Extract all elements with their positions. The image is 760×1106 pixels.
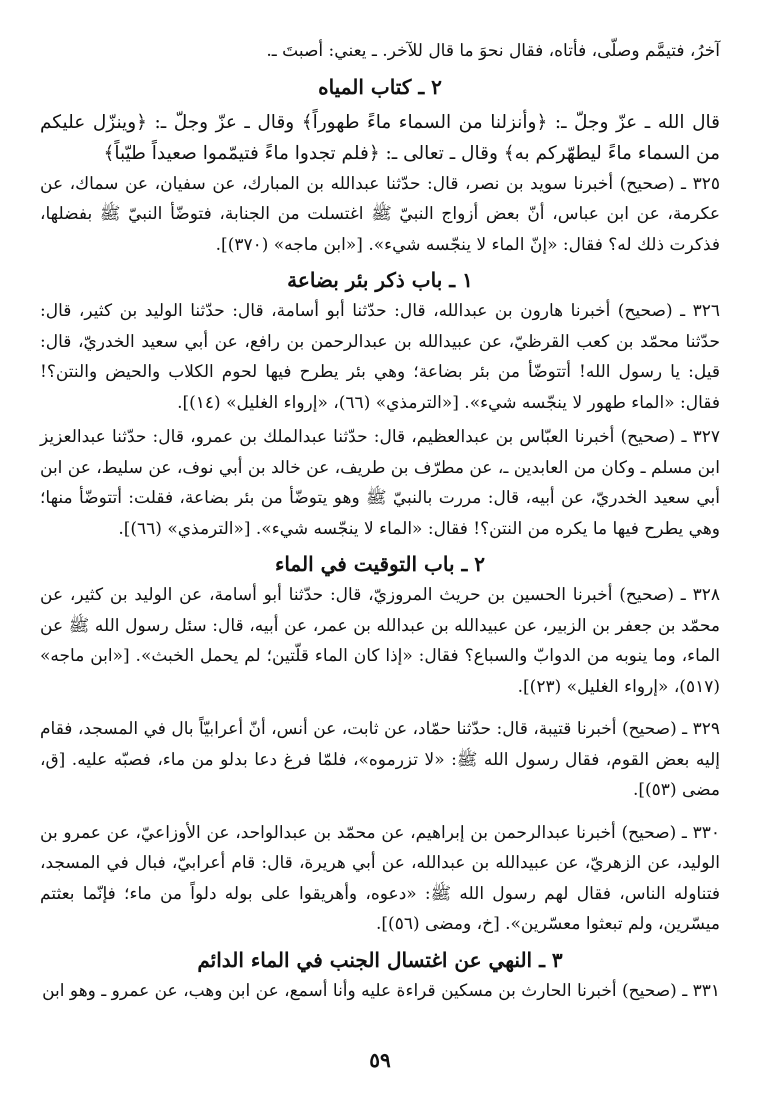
chapter-heading-1: ١ ـ باب ذكر بئر بضاعة (287, 268, 473, 292)
hadith-326: ٣٢٦ ـ (صحيح) أخبرنا هارون بن عبدالله، قال: حدّثنا أبو أسامة، قال: حدّثنا الوليد بن كثير، قال: حدّثنا محمّد بن كعب القرظيّ، عن عبيدالله بن عبدالرحمن بن رافع، عن أبي سعيد الخدريّ، قال: قيل: يا رسول الله! أتتوضّأ من بئر بضاعة؛ وهي بئر يطرح فيها لحوم الكلاب والحيض والنتن؟! فقال: «الماء طهور لا ينجّسه شيء». [«الترمذي» (٦٦)، «إرواء الغليل» (١٤)]. (40, 301, 720, 413)
hadith-327: ٣٢٧ ـ (صحيح) أخبرنا العبّاس بن عبدالعظيم، قال: حدّثنا عبدالملك بن عمرو، قال: حدّثنا عبدالعزيز ابن مسلم ـ وكان من العابدين ـ، عن مطرّف بن طريف، عن خالد بن أبي نوف، عن سليط، عن ابن أبي سعيد الخدريّ، عن أبيه، قال: مررت بالنبيّ ﷺ وهو يتوضّأ من بئر بضاعة، فقلت: أتتوضّأ منها؛ وهي يطرح فيها ما يكره من النتن؟! فقال: «الماء لا ينجّسه شيء». [«الترمذي» (٦٦)]. (40, 427, 720, 539)
continuation-text: آخرُ، فتيمَّم وصلّى، فأتاه، فقال نحوَ ما قال للآخر. ـ يعني: أصبتَ ـ. (266, 41, 720, 61)
quran-verses-intro: قال الله ـ عزّ وجلّ ـ: ﴿وأنزلنا من السماء ماءً طهوراً﴾ وقال ـ عزّ وجلّ ـ: ﴿وينزّل عليكم من السماء ماءً ليطهّركم به﴾ وقال ـ تعالى ـ: ﴿فلم تجدوا ماءً فتيمّموا صعيداً طيّباً﴾ (40, 111, 720, 164)
chapter-heading-3: ٣ ـ النهي عن اغتسال الجنب في الماء الدائم (197, 947, 563, 972)
page-number: ٥٩ (369, 1048, 391, 1072)
hadith-328: ٣٢٨ ـ (صحيح) أخبرنا الحسين بن حريث المروزيّ، قال: حدّثنا أبو أسامة، عن الوليد بن كثير، عن محمّد بن جعفر بن الزبير، عن عبيدالله بن عبدالله بن عمر، عن أبيه، قال: سئل رسول الله ﷺ عن الماء، وما ينوبه من الدوابّ والسباع؟ فقال: «إذا كان الماء قلّتين؛ لم يحمل الخبث». [«ابن ماجه» (٥١٧)، «إرواء الغليل» (٢٣)]. (40, 585, 721, 697)
hadith-329: ٣٢٩ ـ (صحيح) أخبرنا قتيبة، قال: حدّثنا حمّاد، عن ثابت، عن أنس، أنّ أعرابيّاً بال في المسجد، فقام إليه بعض القوم، فقال رسول الله ﷺ: «لا تزرموه»، فلمّا فرغ دعا بدلو من ماء، فصبّه عليه. [ق، مضى (٥٣)]. (40, 719, 720, 800)
hadith-330: ٣٣٠ ـ (صحيح) أخبرنا عبدالرحمن بن إبراهيم، عن محمّد بن عبدالواحد، عن الأوزاعيّ، عن عمرو بن الوليد، عن الزهريّ، عن عبيدالله بن عبدالله، عن أبي هريرة، قال: قام أعرابيّ، فبال في المسجد، فتناوله الناس، فقال لهم رسول الله ﷺ: «دعوه، وأهريقوا على بوله دلواً من ماء؛ فإنّما بعثتم ميسّرين، ولم تبعثوا معسّرين». [خ، ومضى (٥٦)]. (40, 822, 720, 934)
hadith-325: ٣٢٥ ـ (صحيح) أخبرنا سويد بن نصر، قال: حدّثنا عبدالله بن المبارك، عن سفيان، عن سماك، عن عكرمة، عن ابن عباس، أنّ بعض أزواج النبيّ ﷺ اغتسلت من الجنابة، فتوضّأ النبيّ ﷺ بفضلها، فذكرت ذلك له؟ فقال: «إنّ الماء لا ينجّسه شيء». [«ابن ماجه» (٣٧٠)]. (40, 173, 720, 255)
chapter-heading-2: ٢ ـ باب التوقيت في الماء (274, 552, 486, 576)
hadith-331: ٣٣١ ـ (صحيح) أخبرنا الحارث بن مسكين قراءة عليه وأنا أسمع، عن ابن وهب، عن عمرو ـ وهو ابن (42, 980, 720, 1001)
book-title: ٢ ـ كتاب المياه (318, 74, 442, 99)
